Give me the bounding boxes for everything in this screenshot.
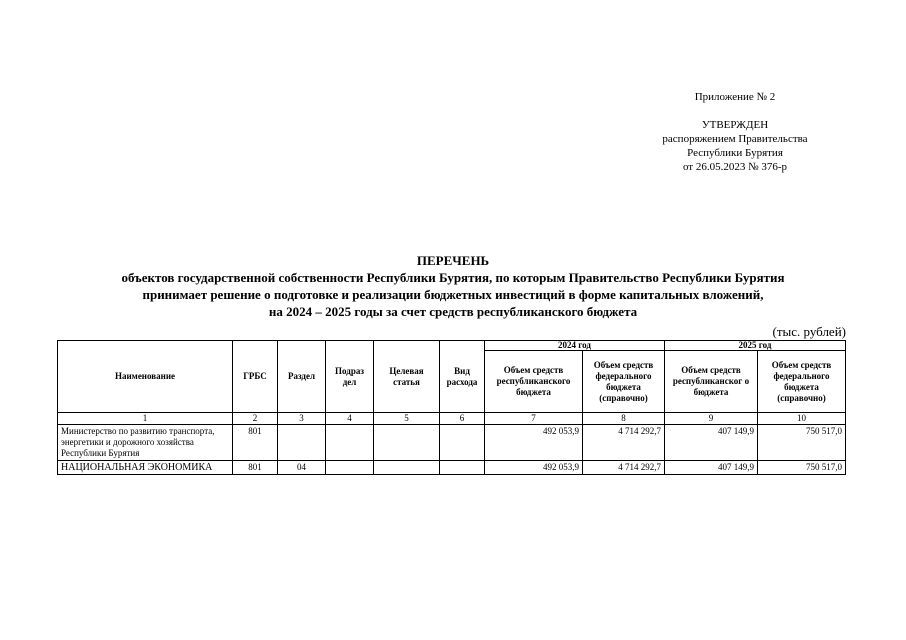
units-label: (тыс. рублей)	[772, 324, 846, 339]
column-number: 8	[583, 413, 665, 425]
row-section	[278, 425, 326, 461]
approved-by-line-1: распоряжением Правительства	[662, 133, 808, 145]
header-name: Наименование	[58, 341, 233, 413]
row-expense-type	[440, 425, 485, 461]
column-number: 7	[485, 413, 583, 425]
row-expense-type	[440, 461, 485, 475]
approved-label: УТВЕРЖДЕН	[701, 119, 769, 131]
header-subsection: Подраз дел	[326, 341, 374, 413]
table-row	[58, 461, 846, 475]
row-2025-republican: 407 149,9	[665, 461, 758, 475]
approved-by-line-2: Республики Бурятия	[687, 147, 783, 159]
row-target	[374, 461, 440, 475]
column-number: 10	[758, 413, 846, 425]
row-target	[374, 425, 440, 461]
header-grbs: ГРБС	[233, 341, 278, 413]
header-row-years	[58, 341, 846, 351]
appendix-label: Приложение № 2	[694, 91, 776, 103]
row-2024-republican: 492 053,9	[485, 461, 583, 475]
column-number: 4	[326, 413, 374, 425]
column-number: 1	[58, 413, 233, 425]
row-2024-federal: 4 714 292,7	[583, 425, 665, 461]
row-grbs: 801	[233, 425, 278, 461]
column-number: 5	[374, 413, 440, 425]
table-row	[58, 425, 846, 461]
approval-block	[620, 90, 850, 174]
row-2025-federal: 750 517,0	[758, 425, 846, 461]
row-2025-republican: 407 149,9	[665, 425, 758, 461]
heading-line-2: принимает решение о подготовке и реализации бюджетных инвестиций в форме капитальных вложений,	[142, 287, 764, 302]
header-2025-republican: Объем средств республиканског о бюджета	[665, 351, 758, 413]
row-2025-federal: 750 517,0	[758, 461, 846, 475]
row-subsection	[326, 425, 374, 461]
header-target: Целевая статья	[374, 341, 440, 413]
row-name: НАЦИОНАЛЬНАЯ ЭКОНОМИКА	[58, 461, 233, 475]
header-year-2024: 2024 год	[485, 341, 665, 351]
heading-line-3: на 2024 – 2025 годы за счет средств республиканского бюджета	[268, 304, 638, 319]
investment-table	[57, 340, 846, 475]
row-subsection	[326, 461, 374, 475]
header-2024-federal: Объем средств федерального бюджета (справочно)	[583, 351, 665, 413]
column-number: 3	[278, 413, 326, 425]
header-section: Раздел	[278, 341, 326, 413]
document-heading	[40, 252, 866, 320]
row-grbs: 801	[233, 461, 278, 475]
column-number: 2	[233, 413, 278, 425]
column-number-row	[58, 413, 846, 425]
header-year-2025: 2025 год	[665, 341, 846, 351]
row-section: 04	[278, 461, 326, 475]
spacer	[620, 104, 850, 118]
document-title: ПЕРЕЧЕНЬ	[416, 253, 490, 268]
row-name: Министерство по развитию транспорта, энергетики и дорожного хозяйства Республики Бурятия	[58, 425, 233, 461]
column-number: 6	[440, 413, 485, 425]
column-number: 9	[665, 413, 758, 425]
header-2025-federal: Объем средств федерального бюджета (справочно)	[758, 351, 846, 413]
header-expense-type: Вид расхода	[440, 341, 485, 413]
heading-line-1: объектов государственной собственности Республики Бурятия, по которым Правительство Республики Бурятия	[121, 270, 785, 285]
row-2024-republican: 492 053,9	[485, 425, 583, 461]
row-2024-federal: 4 714 292,7	[583, 461, 665, 475]
header-2024-republican: Объем средств республиканского бюджета	[485, 351, 583, 413]
approval-date: от 26.05.2023 № 376-р	[682, 161, 788, 173]
